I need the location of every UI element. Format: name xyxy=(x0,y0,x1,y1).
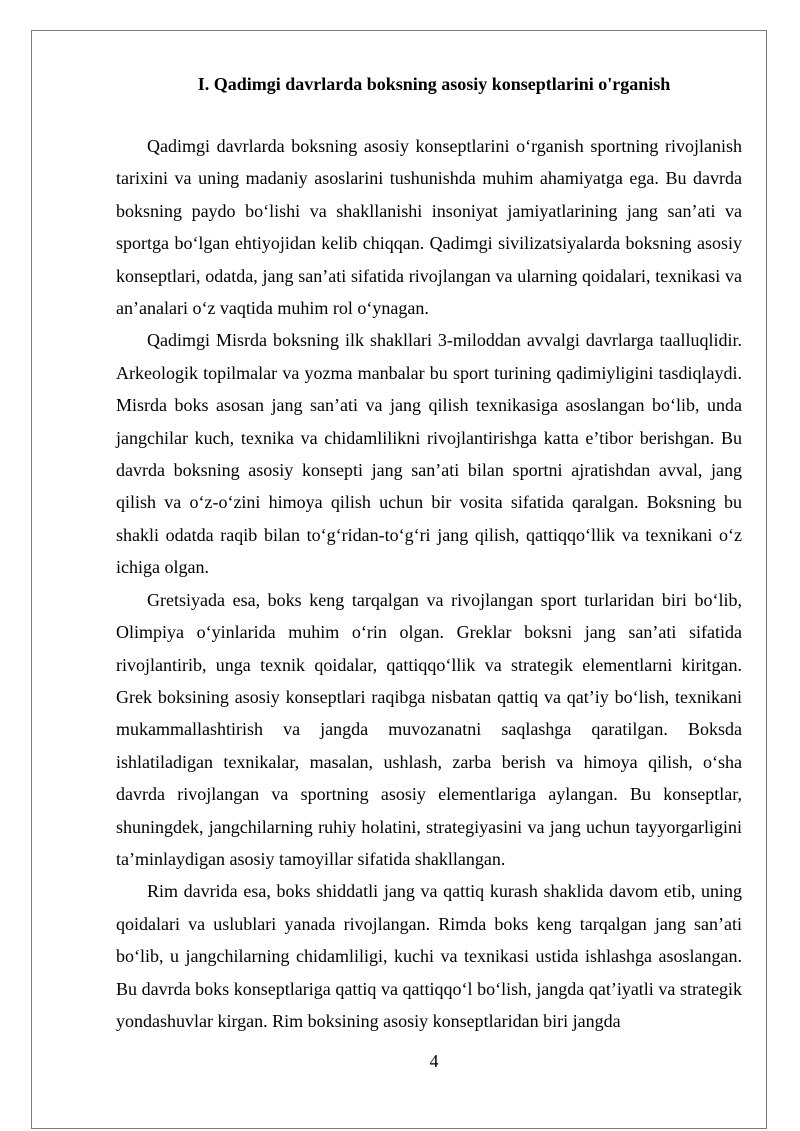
paragraph-1: Qadimgi davrlarda boksning asosiy konseptlarini o‘rganish sportning rivojlanish tarixini va uning madaniy asoslarini tushunishda muhim ahamiyatga ega. Bu davrda boksning paydo bo‘lishi va shakllanishi insoniyat jamiyatlarining jang san’ati va sportga bo‘lgan ehtiyojidan kelib chiqqan. Qadimgi sivilizatsiyalarda boksning asosiy konseptlari, odatda, jang san’ati sifatida rivojlangan va ularning qoidalari, texnikasi va an’analari o‘z vaqtida muhim rol o‘ynagan. xyxy=(116,136,742,319)
document-page xyxy=(31,30,767,1129)
document-body xyxy=(116,130,742,1037)
paragraph-4: Rim davrida esa, boks shiddatli jang va qattiq kurash shaklida davom etib, uning qoidalari va uslublari yanada rivojlangan. Rimda boks keng tarqalgan jang san’ati bo‘lib, u jangchilarning chidamliligi, kuchi va texnikasi ustida ishlashga asoslangan. Bu davrda boks konseptlariga qattiq va qattiqqo‘l bo‘lish, jangda qat’iyatli va strategik yondashuvlar kirgan. Rim boksining asosiy konseptlaridan biri jangda xyxy=(116,881,742,1031)
page-number: 4 xyxy=(429,1051,439,1071)
paragraph-3: Gretsiyada esa, boks keng tarqalgan va rivojlangan sport turlaridan biri bo‘lib, Olimpiya o‘yinlarida muhim o‘rin olgan. Greklar boksni jang san’ati sifatida rivojlantirib, unga texnik qoidalar, qattiqqo‘llik va strategik elementlarni kiritgan. Grek boksining asosiy konseptlari raqibga nisbatan qattiq va qat’iy bo‘lish, texnikani mukammallashtirish va jangda muvozanatni saqlashga qaratilgan. Boksda ishlatiladigan texnikalar, masalan, ushlash, zarba berish va himoya qilish, o‘sha davrda rivojlangan va sportning asosiy elementlariga aylangan. Bu konseptlar, shuningdek, jangchilarning ruhiy holatini, strategiyasini va jang uchun tayyorgarligini ta’minlaydigan asosiy tamoyillar sifatida shakllangan. xyxy=(116,589,742,869)
section-heading: I. Qadimgi davrlarda boksning asosiy konseptlarini o'rganish xyxy=(197,74,671,94)
paragraph-2: Qadimgi Misrda boksning ilk shakllari 3-miloddan avvalgi davrlarga taalluqlidir. Arkeologik topilmalar va yozma manbalar bu sport turining qadimiyligini tasdiqlaydi. Misrda boks asosan jang san’ati va jang qilish texnikasiga asoslangan bo‘lib, unda jangchilar kuch, texnika va chidamlilikni rivojlantirishga katta e’tibor berishgan. Bu davrda boksning asosiy konsepti jang san’ati bilan sportni ajratishdan avval, jang qilish va o‘z-o‘zini himoya qilish uchun bir vosita sifatida qaralgan. Boksning bu shakli odatda raqib bilan to‘g‘ridan-to‘g‘ri jang qilish, qattiqqo‘llik va texnikani o‘z ichiga olgan. xyxy=(116,330,742,578)
